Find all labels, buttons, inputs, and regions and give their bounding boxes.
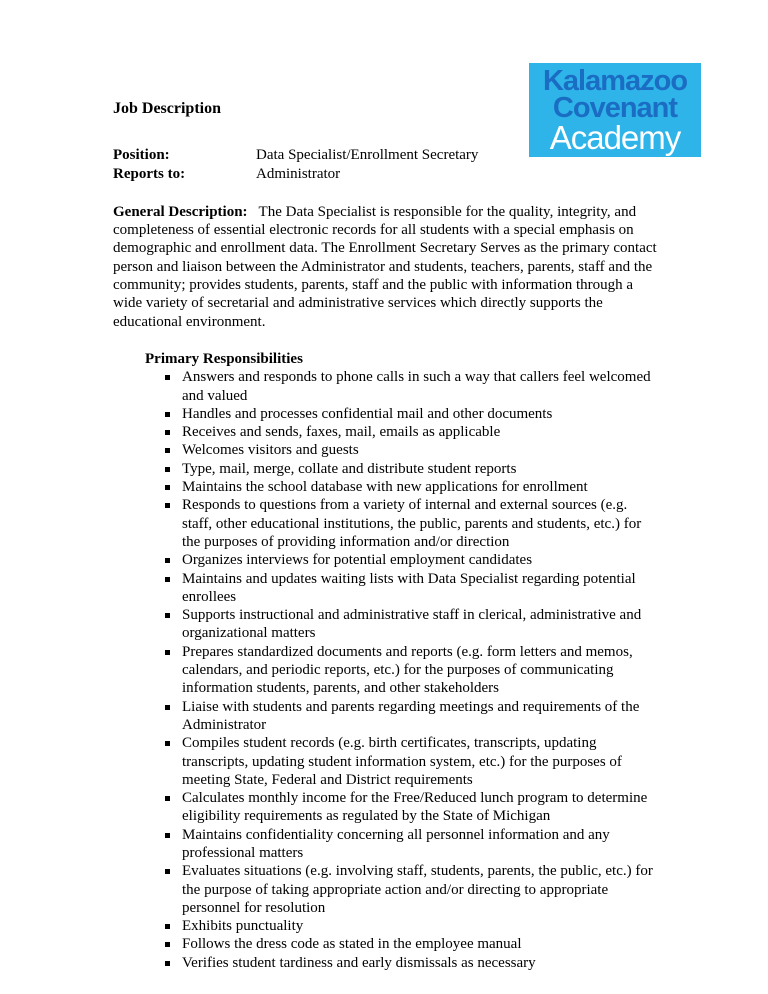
responsibility-text: Compiles student records (e.g. birth certificates, transcripts, updating transcripts, updating student information system, etc.) for the purposes of meeting State, Federal and District requirements — [182, 735, 622, 788]
square-bullet-icon — [165, 448, 170, 453]
responsibility-text: Follows the dress code as stated in the employee manual — [182, 936, 522, 953]
square-bullet-icon — [165, 924, 170, 929]
responsibility-text: Verifies student tardiness and early dismissals as necessary — [182, 954, 536, 971]
responsibility-text: Organizes interviews for potential employment candidates — [182, 552, 533, 569]
square-bullet-icon — [165, 375, 170, 380]
responsibility-text: Prepares standardized documents and reports (e.g. form letters and memos, calendars, and periodic reports, etc.) for the purposes of communicating information students, parents, and other stakeholders — [182, 643, 633, 697]
responsibility-text: Type, mail, merge, collate and distribute student reports — [182, 460, 517, 477]
responsibility-item — [113, 643, 658, 698]
responsibility-item — [113, 368, 658, 405]
responsibility-item — [113, 935, 658, 953]
responsibility-text: Maintains and updates waiting lists with Data Specialist regarding potential enrollees — [182, 570, 636, 605]
responsibility-item — [113, 496, 658, 551]
general-description-text: The Data Specialist is responsible for the quality, integrity, and completeness of essential electronic records for all students with a special emphasis on demographic and enrollment data. The Enrollment Secretary Serves as the primary contact person and liaison between the Administrator and students, teachers, parents, staff and the community; provides students, parents, staff and the public with information through a wide variety of secretarial and administrative services which directly supports the educational environment. — [113, 203, 657, 330]
responsibility-item — [113, 423, 658, 441]
square-bullet-icon — [165, 796, 170, 801]
responsibility-text: Evaluates situations (e.g. involving staff, students, parents, the public, etc.) for the purpose of taking appropriate action and/or directing to appropriate personnel for resolution — [182, 863, 653, 916]
square-bullet-icon — [165, 412, 170, 417]
square-bullet-icon — [165, 833, 170, 838]
square-bullet-icon — [165, 961, 170, 966]
responsibility-item — [113, 460, 658, 478]
field-row-reports-to — [113, 165, 658, 183]
document-content — [113, 0, 658, 972]
responsibility-text: Maintains the school database with new applications for enrollment — [182, 479, 588, 496]
square-bullet-icon — [165, 577, 170, 582]
square-bullet-icon — [165, 705, 170, 710]
responsibility-item — [113, 405, 658, 423]
responsibility-text: Responds to questions from a variety of internal and external sources (e.g. staff, other educational institutions, the public, parents and students, etc.) for the purposes of providing information and/or direction — [182, 497, 642, 550]
square-bullet-icon — [165, 503, 170, 508]
responsibility-item — [113, 478, 658, 496]
responsibility-item — [113, 862, 658, 917]
reports-to-value: Administrator — [256, 165, 341, 182]
reports-to-label: Reports to: — [113, 165, 186, 182]
responsibility-item — [113, 734, 658, 789]
square-bullet-icon — [165, 650, 170, 655]
square-bullet-icon — [165, 558, 170, 563]
square-bullet-icon — [165, 869, 170, 874]
logo-text-kalamazoo: Kalamazoo — [542, 65, 688, 97]
square-bullet-icon — [165, 430, 170, 435]
square-bullet-icon — [165, 485, 170, 490]
logo-text-academy: Academy — [549, 119, 681, 156]
responsibility-item — [113, 551, 658, 569]
square-bullet-icon — [165, 741, 170, 746]
square-bullet-icon — [165, 942, 170, 947]
responsibility-text: Calculates monthly income for the Free/Reduced lunch program to determine eligibility requirements as regulated by the State of Michigan — [182, 790, 648, 825]
responsibility-text: Answers and responds to phone calls in such a way that callers feel welcomed and valued — [182, 369, 651, 404]
responsibility-item — [113, 917, 658, 935]
responsibility-item — [113, 441, 658, 459]
responsibility-text: Supports instructional and administrative staff in clerical, administrative and organizational matters — [182, 607, 642, 642]
field-row-position — [113, 146, 658, 164]
position-value: Data Specialist/Enrollment Secretary — [256, 147, 479, 164]
square-bullet-icon — [165, 613, 170, 618]
logo-text-covenant: Covenant — [552, 92, 678, 124]
responsibility-item — [113, 606, 658, 643]
responsibility-text: Handles and processes confidential mail and other documents — [182, 405, 553, 422]
responsibility-item — [113, 698, 658, 735]
responsibility-item — [113, 826, 658, 863]
responsibility-text: Exhibits punctuality — [182, 918, 304, 935]
general-description-paragraph — [113, 203, 658, 331]
responsibility-item — [113, 954, 658, 972]
responsibility-text: Maintains confidentiality concerning all personnel information and any professional matters — [182, 826, 610, 861]
responsibility-text: Liaise with students and parents regarding meetings and requirements of the Administrator — [182, 698, 640, 733]
general-description-label: General Description: — [113, 203, 248, 220]
position-label: Position: — [113, 147, 170, 164]
responsibility-item — [113, 789, 658, 826]
responsibility-item — [113, 570, 658, 607]
responsibilities-list — [113, 368, 658, 972]
primary-responsibilities-heading: Primary Responsibilities — [145, 350, 303, 367]
square-bullet-icon — [165, 467, 170, 472]
responsibility-text: Welcomes visitors and guests — [182, 442, 359, 459]
page-title: Job Description — [113, 100, 221, 117]
responsibility-text: Receives and sends, faxes, mail, emails as applicable — [182, 424, 501, 441]
